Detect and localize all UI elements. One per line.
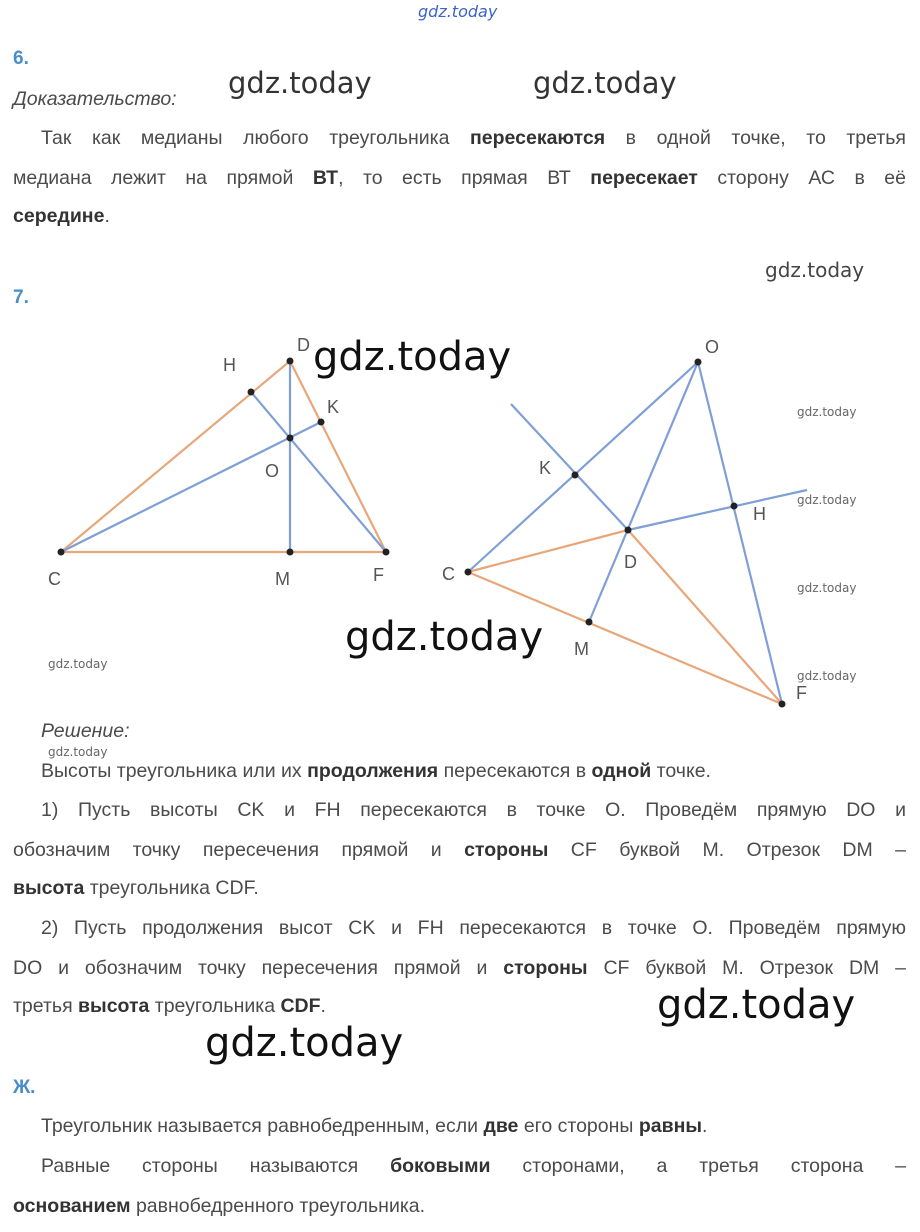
task6-line3: середине.	[13, 205, 110, 227]
task-number-zh: Ж.	[13, 1077, 36, 1098]
case1-line2: обозначим точку пересечения прямой и стороны CF буквой M. Отрезок DM –	[13, 839, 906, 861]
solution-line1: Высоты треугольника или их продолжения пересекаются в одной точке.	[41, 760, 711, 782]
watermark: gdz.today	[313, 334, 512, 380]
line-ch-extension	[628, 490, 807, 530]
label-c: C	[48, 569, 61, 589]
watermark: gdz.today	[418, 2, 498, 21]
solution-label: Решение:	[41, 720, 130, 742]
watermark: gdz.today	[228, 66, 372, 100]
case2-line1: 2) Пусть продолжения высот CK и FH пересекаются в точке O. Проведём прямую	[41, 917, 906, 939]
label-o: O	[265, 461, 280, 481]
label-c: C	[442, 564, 455, 584]
altitude-ck	[61, 422, 321, 552]
watermark: gdz.today	[797, 581, 857, 595]
label-f: F	[796, 683, 807, 703]
label-m: M	[275, 569, 290, 589]
side-df	[628, 530, 782, 704]
watermark: gdz.today	[533, 66, 677, 100]
zh-line1: Треугольник называется равнобедренным, если две его стороны равны.	[41, 1115, 708, 1137]
label-o: O	[705, 337, 720, 357]
zh-line2: Равные стороны называются боковыми сторонами, а третья сторона –	[41, 1155, 906, 1177]
label-h: H	[223, 355, 236, 375]
label-h: H	[753, 504, 766, 524]
watermark: gdz.today	[765, 258, 865, 282]
watermark: gdz.today	[48, 657, 108, 671]
label-d: D	[297, 335, 310, 355]
watermark: gdz.today	[48, 745, 108, 759]
figure-obtuse-triangle	[430, 330, 830, 720]
case2-line2: DO и обозначим точку пересечения прямой и стороны CF буквой M. Отрезок DM –	[13, 957, 906, 979]
line-of	[698, 362, 782, 704]
label-k: K	[539, 458, 552, 478]
case2-line3: третья высота треугольника CDF.	[13, 995, 326, 1017]
watermark: gdz.today	[797, 405, 857, 419]
task-number-6: 6.	[13, 48, 29, 69]
proof-label: Доказательство:	[13, 88, 177, 110]
label-d: D	[624, 552, 637, 572]
task-number-7: 7.	[13, 287, 29, 308]
line-fk-extension	[511, 404, 628, 530]
task6-line2: медиана лежит на прямой ВТ, то есть прямая ВТ пересекает сторону АС в её	[13, 167, 906, 189]
watermark: gdz.today	[797, 493, 857, 507]
watermark: gdz.today	[205, 1020, 404, 1066]
watermark: gdz.today	[345, 614, 544, 660]
case1-line3: высота треугольника CDF.	[13, 877, 259, 899]
task6-line1: Так как медианы любого треугольника пересекаются в одной точке, то третья	[41, 127, 906, 149]
label-f: F	[373, 565, 384, 585]
label-k: K	[327, 397, 340, 417]
watermark: gdz.today	[797, 669, 857, 683]
line-co	[468, 362, 698, 572]
side-cd	[61, 361, 290, 552]
line-om	[589, 362, 698, 622]
label-m: M	[574, 639, 589, 659]
case1-line1: 1) Пусть высоты CK и FH пересекаются в точке O. Проведём прямую DO и	[41, 799, 906, 821]
zh-line3: основанием равнобедренного треугольника.	[13, 1195, 426, 1217]
watermark: gdz.today	[657, 982, 856, 1028]
